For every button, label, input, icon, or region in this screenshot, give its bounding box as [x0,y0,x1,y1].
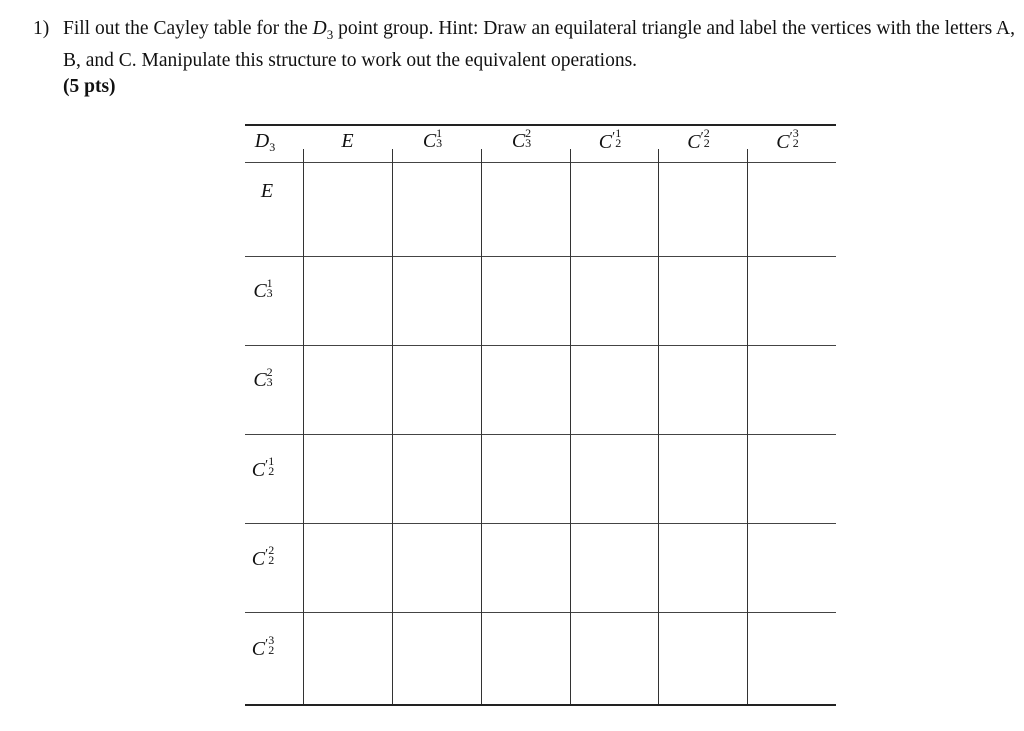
table-cell[interactable] [748,257,835,344]
column-header: C 1 3 [422,126,443,152]
column-header: C′ 1 2 [598,126,622,153]
row-header: C′ 3 2 [251,633,275,660]
table-cell[interactable] [659,257,746,344]
cayley-table [245,124,836,706]
table-cell[interactable] [748,613,835,703]
row-header: E [260,180,274,202]
row-header: C′ 1 2 [251,453,275,481]
column-header: C′ 3 2 [776,126,799,153]
table-cell[interactable] [571,435,657,522]
column-header: E [341,130,354,152]
table-cell[interactable] [393,257,480,344]
table-cell[interactable] [393,346,480,433]
table-cell[interactable] [659,524,746,611]
row-header: C 1 3 [253,275,273,302]
table-cell[interactable] [482,346,569,433]
table-cell[interactable] [393,435,480,522]
points-label: (5 pts) [63,75,116,97]
group-symbol: $D_3$ [312,18,334,42]
table-cell[interactable] [659,163,746,255]
row-header: C 2 3 [253,364,273,391]
table-cell[interactable] [571,613,657,703]
table-cell[interactable] [304,435,391,522]
corner-label: $D_3$ [254,130,276,154]
column-header: C 2 3 [511,126,532,152]
table-cell[interactable] [482,257,569,344]
table-cell[interactable] [304,524,391,611]
table-cell[interactable] [304,346,391,433]
row-header: C′ 2 2 [251,542,275,570]
table-cell[interactable] [659,346,746,433]
table-cell[interactable] [482,613,569,703]
table-cell[interactable] [659,435,746,522]
table-cell[interactable] [571,524,657,611]
table-cell[interactable] [393,163,480,255]
question [33,16,1018,100]
table-cell[interactable] [393,524,480,611]
table-cell[interactable] [748,435,835,522]
table-cell[interactable] [571,163,657,255]
top-rule [245,124,836,126]
table-cell[interactable] [571,257,657,344]
table-cell[interactable] [393,613,480,703]
table-cell[interactable] [748,346,835,433]
table-cell[interactable] [571,346,657,433]
question-text: Fill out the Cayley table for the $D_3$ point group. Hint: Draw an equilateral triangle and label the vertices with the letters A, B, and C. Manipulate this structure to work out the equivalent operations. (5 pts) [63,18,1015,97]
table-cell[interactable] [482,163,569,255]
column-header: C′ 2 2 [687,126,710,153]
table-cell[interactable] [659,613,746,703]
table-cell[interactable] [482,524,569,611]
table-cell[interactable] [304,613,391,703]
question-number: 1) [33,18,50,39]
bottom-rule [245,704,836,706]
table-cell[interactable] [748,163,835,255]
table-cell[interactable] [748,524,835,611]
table-cell[interactable] [482,435,569,522]
table-cell[interactable] [304,257,391,344]
table-cell[interactable] [304,163,391,255]
